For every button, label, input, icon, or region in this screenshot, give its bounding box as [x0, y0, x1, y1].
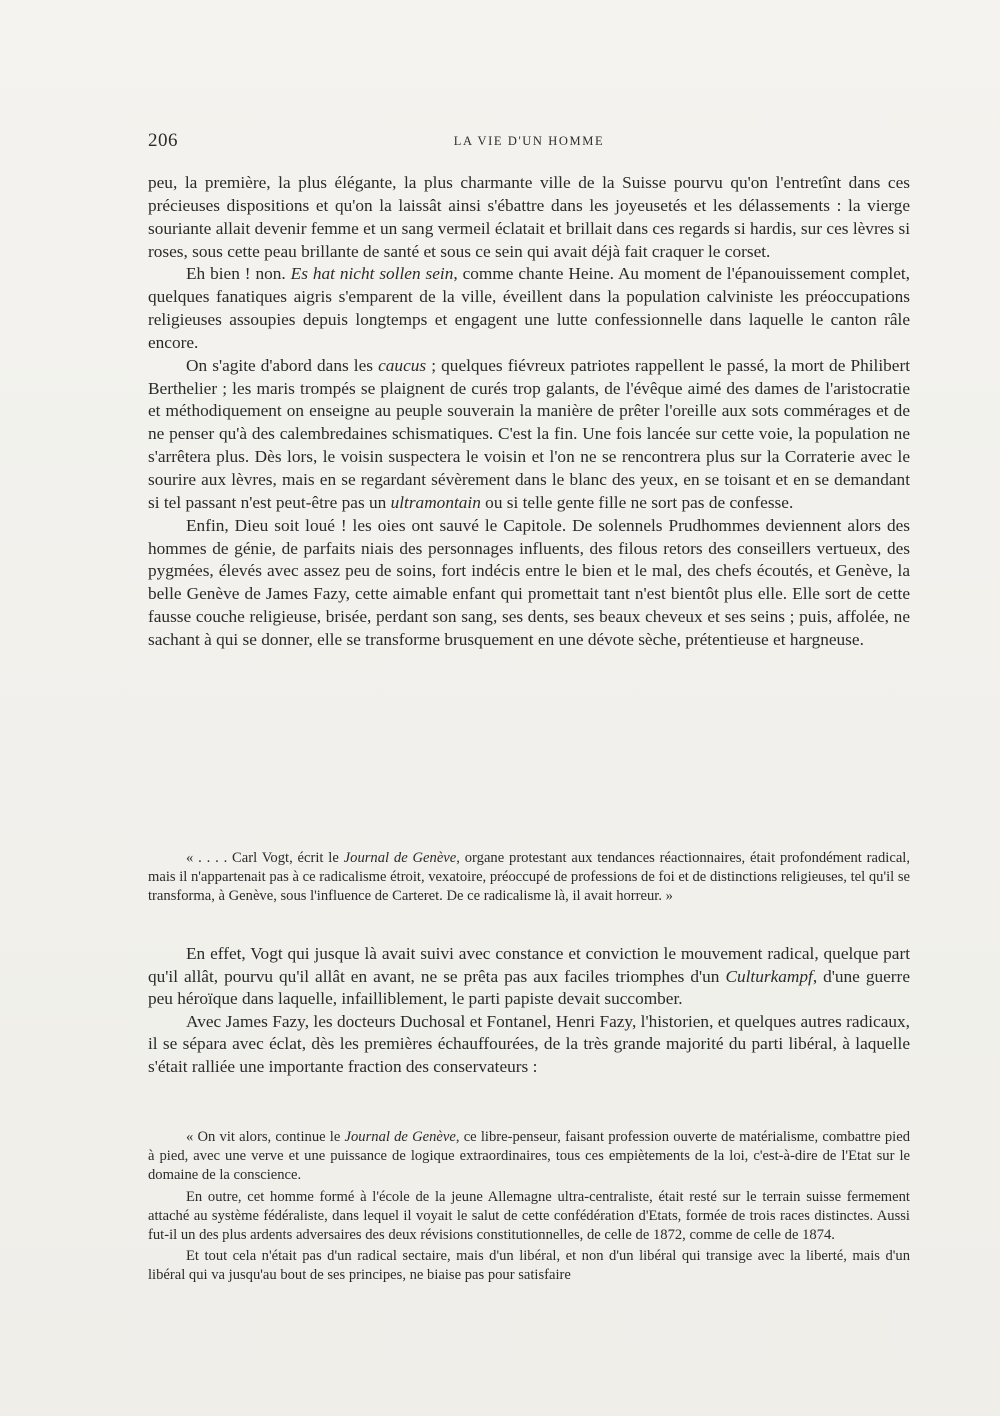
running-head: LA VIE D'UN HOMME [453, 134, 605, 148]
text-run: , comme chante Heine. Au moment de l'épanouissement complet, quelques fanatiques aigris s'emparent de la ville, éveillent dans la population calviniste les préoccupations religieuses assoupies depuis longtemps et engagent une lutte confessionnelle dans laquelle le canton râle encore. [148, 264, 910, 352]
text-run: « . . . . Carl Vogt, écrit le [186, 850, 344, 866]
text-run: ou si telle gente fille ne sort pas de confesse. [480, 492, 794, 512]
quote-paragraph-3: Et tout cela n'était pas d'un radical sectaire, mais d'un libéral, et non d'un libéral qui transige avec la liberté, mais d'un libéral qui va jusqu'au bout de ses principes, ne biaise pas pour satisfaire [148, 1248, 910, 1284]
italic-run: Journal de Genève [343, 850, 457, 866]
main-text-section-2 [148, 943, 910, 1078]
quote-paragraph [148, 849, 910, 907]
text-run: , d'une guerre peu héroïque dans laquelle, infailliblement, le parti papiste devait succomber. [148, 966, 910, 1008]
quotation-journal-2 [148, 1128, 910, 1286]
paragraph-6: Avec James Fazy, les docteurs Duchosal et Fontanel, Henri Fazy, l'historien, et quelques autres radicaux, il se sépara avec éclat, dès les premières échauffourées, de la très grande majorité du parti libéral, à laquelle s'était ralliée une importante fraction des conservateurs : [148, 1011, 910, 1076]
paragraph-4: Enfin, Dieu soit loué ! les oies ont sauvé le Capitole. De solennels Prudhommes deviennent alors des hommes de génie, de parfaits niais des personnages influents, des filous retors des conseillers vertueux, des pygmées, élevés avec assez peu de soins, fort indécis entre le bien et le mal, des chefs écoutés, et Genève, la belle Genève de James Fazy, cette aimable enfant qui promettait tant n'est bientôt plus elle. Elle sort de cette fausse couche religieuse, brisée, perdant son sang, ses dents, ses beaux cheveux et ses seins ; puis, affolée, ne sachant à qui se donner, elle se transforme brusquement en une dévote sèche, prétentieuse et hargneuse. [148, 515, 910, 649]
paragraph-2 [148, 263, 910, 354]
italic-run: caucus [378, 355, 427, 375]
italic-run: ultramontain [390, 492, 481, 512]
page-header [148, 130, 910, 156]
text-run: , organe protestant aux tendances réactionnaires, était profondément radical, mais il n'appartenait pas à ce radicalisme étroit, vexatoire, préoccupé de professions de foi et de distinctions religieuses, tel qu'il se transforma, à Genève, sous l'influence de Carteret. De ce radicalisme là, il avait horreur. » [148, 850, 910, 905]
quotation-journal-1 [148, 849, 910, 907]
text-run: « On vit alors, continue le [186, 1129, 345, 1145]
paragraph-5 [148, 943, 910, 1011]
main-text-section-1 [148, 172, 910, 652]
text-run: ; quelques fiévreux patriotes rappellent le passé, la mort de Philibert Berthelier ; les maris trompés se plaignent de curés trop galants, de l'évêque aimé des dames de l'aristocratie et méthodiquement on enseigne au peuple souverain la manière de prêter l'oreille aux sots commérages et de ne penser qu'à des calembredaines schismatiques. C'est la fin. Une fois lancée sur cette voie, la population ne s'arrêtera plus. Dès lors, le voisin suspectera le voisin et l'on ne se rencontrera plus sur la Corraterie avec le sourire aux lèvres, mais en se regardant sévèrement dans le blanc des yeux, en se toisant et en se demandant si tel passant n'est peut-être pas un [148, 355, 911, 512]
italic-run: Culturkampf [725, 966, 813, 986]
page-number: 206 [148, 130, 178, 151]
paragraph-1: peu, la première, la plus élégante, la plus charmante ville de la Suisse pourvu qu'on l'entretînt dans ces précieuses dispositions et qu'on la laissât ainsi s'ébattre dans les joyeusetés et les délassements : la vierge souriante allait devenir femme et un sang vermeil éclatait et brillait dans ces regards si hardis, sur ces lèvres si roses, sous cette peau brillante de santé et sous ce sein qui avait déjà fait craquer le corset. [148, 173, 910, 261]
text-run: On s'agite d'abord dans les [186, 355, 379, 375]
quote-paragraph-1 [148, 1128, 910, 1186]
italic-run: Es hat nicht sollen sein [290, 264, 454, 284]
text-run: , ce libre-penseur, faisant profession ouverte de matérialisme, combattre pied à pied, avec une verve et une puissance de logique extraordinaires, tous ces empiètements de la loi, c'est-à-dire de l'Etat sur le domaine de la conscience. [148, 1129, 911, 1184]
text-run: Eh bien ! non. [186, 264, 291, 284]
quote-paragraph-2: En outre, cet homme formé à l'école de la jeune Allemagne ultra-centraliste, était resté sur le terrain suisse fermement attaché au système fédéraliste, dans lequel il voyait le salut de cette confédération d'Etats, formée de trois races distinctes. Aussi fut-il un des plus ardents adversaires des deux révisions constitutionnelles, de celle de 1872, comme de celle de 1874. [148, 1188, 910, 1244]
italic-run: Journal de Genève [344, 1129, 456, 1145]
paragraph-3 [148, 355, 910, 515]
text-run: En effet, Vogt qui jusque là avait suivi avec constance et conviction le mouvement radical, quelque part qu'il allât, pourvu qu'il allât en avant, ne se prêta pas aux faciles triomphes d'un [148, 944, 910, 986]
